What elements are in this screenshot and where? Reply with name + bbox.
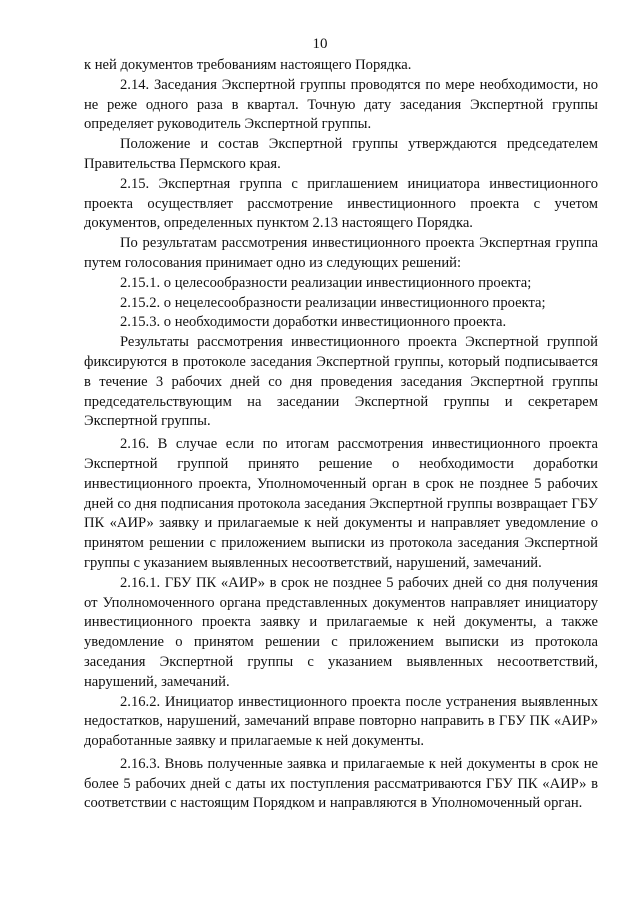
paragraph-expert-group-regulation: Положение и состав Экспертной группы утверждаются председателем Правительства Пермского края.: [84, 136, 598, 172]
paragraph-protocol-results: Результаты рассмотрения инвестиционного проекта Экспертной группой фиксируются в протоколе заседания Экспертной группы, который подписывается в течение 3 рабочих дней со дня проведения заседания Экспертной группы председательствующим на заседании Экспертной группы и секретарем Экспертной группы.: [84, 334, 598, 430]
paragraph-2-16-1: 2.16.1. ГБУ ПК «АИР» в срок не позднее 5 рабочих дней со дня получения от Уполномоченного органа представленных документов направляет инициатору инвестиционного проекта заявку и прилагаемые к ней документы, а также уведомление о принятом решении с приложением выписки из протокола заседания Экспертной группы с указанием выявленных несоответствий, нарушений, замечаний.: [84, 574, 598, 690]
paragraph-2-16-2: 2.16.2. Инициатор инвестиционного проекта после устранения выявленных недостатков, нарушений, замечаний вправе повторно направить в ГБУ ПК «АИР» доработанные заявку и прилагаемые к ней документы.: [84, 693, 598, 750]
paragraph-2-15-3: 2.15.3. о необходимости доработки инвестиционного проекта.: [120, 314, 507, 331]
page-number: 10: [312, 36, 328, 52]
paragraph-2-16-3: 2.16.3. Вновь полученные заявка и прилагаемые к ней документы в срок не более 5 рабочих дней с даты их поступления рассматриваются ГБУ ПК «АИР» в соответствии с настоящим Порядком и направляются в Уполномоченный орган.: [84, 755, 598, 812]
paragraph-2-14: 2.14. Заседания Экспертной группы проводятся по мере необходимости, но не реже одного раза в квартал. Точную дату заседания Экспертной группы определяет руководитель Экспертной группы.: [84, 76, 598, 133]
document-body: [84, 56, 598, 814]
paragraph-2-15: 2.15. Экспертная группа с приглашением инициатора инвестиционного проекта осуществляет рассмотрение инвестиционного проекта с учетом документов, определенных пунктом 2.13 настоящего Порядка.: [84, 175, 598, 232]
paragraph-continuation: к ней документов требованиям настоящего Порядка.: [84, 57, 412, 73]
paragraph-2-16: 2.16. В случае если по итогам рассмотрения инвестиционного проекта Экспертной группой принято решение о необходимости доработки инвестиционного проекта, Уполномоченный орган в срок не позднее 5 рабочих дней со дня подписания протокола заседания Экспертной группы возвращает ГБУ ПК «АИР» заявку и прилагаемые к ней документы и направляет уведомление о принятом решении с приложением выписки из протокола заседания Экспертной группы с указанием выявленных несоответствий, нарушений, замечаний.: [84, 436, 598, 571]
paragraph-2-15-1: 2.15.1. о целесообразности реализации инвестиционного проекта;: [120, 274, 532, 291]
paragraph-2-15-2: 2.15.2. о нецелесообразности реализации инвестиционного проекта;: [120, 294, 546, 311]
paragraph-voting-decisions: По результатам рассмотрения инвестиционного проекта Экспертная группа путем голосования принимает одно из следующих решений:: [84, 235, 598, 271]
